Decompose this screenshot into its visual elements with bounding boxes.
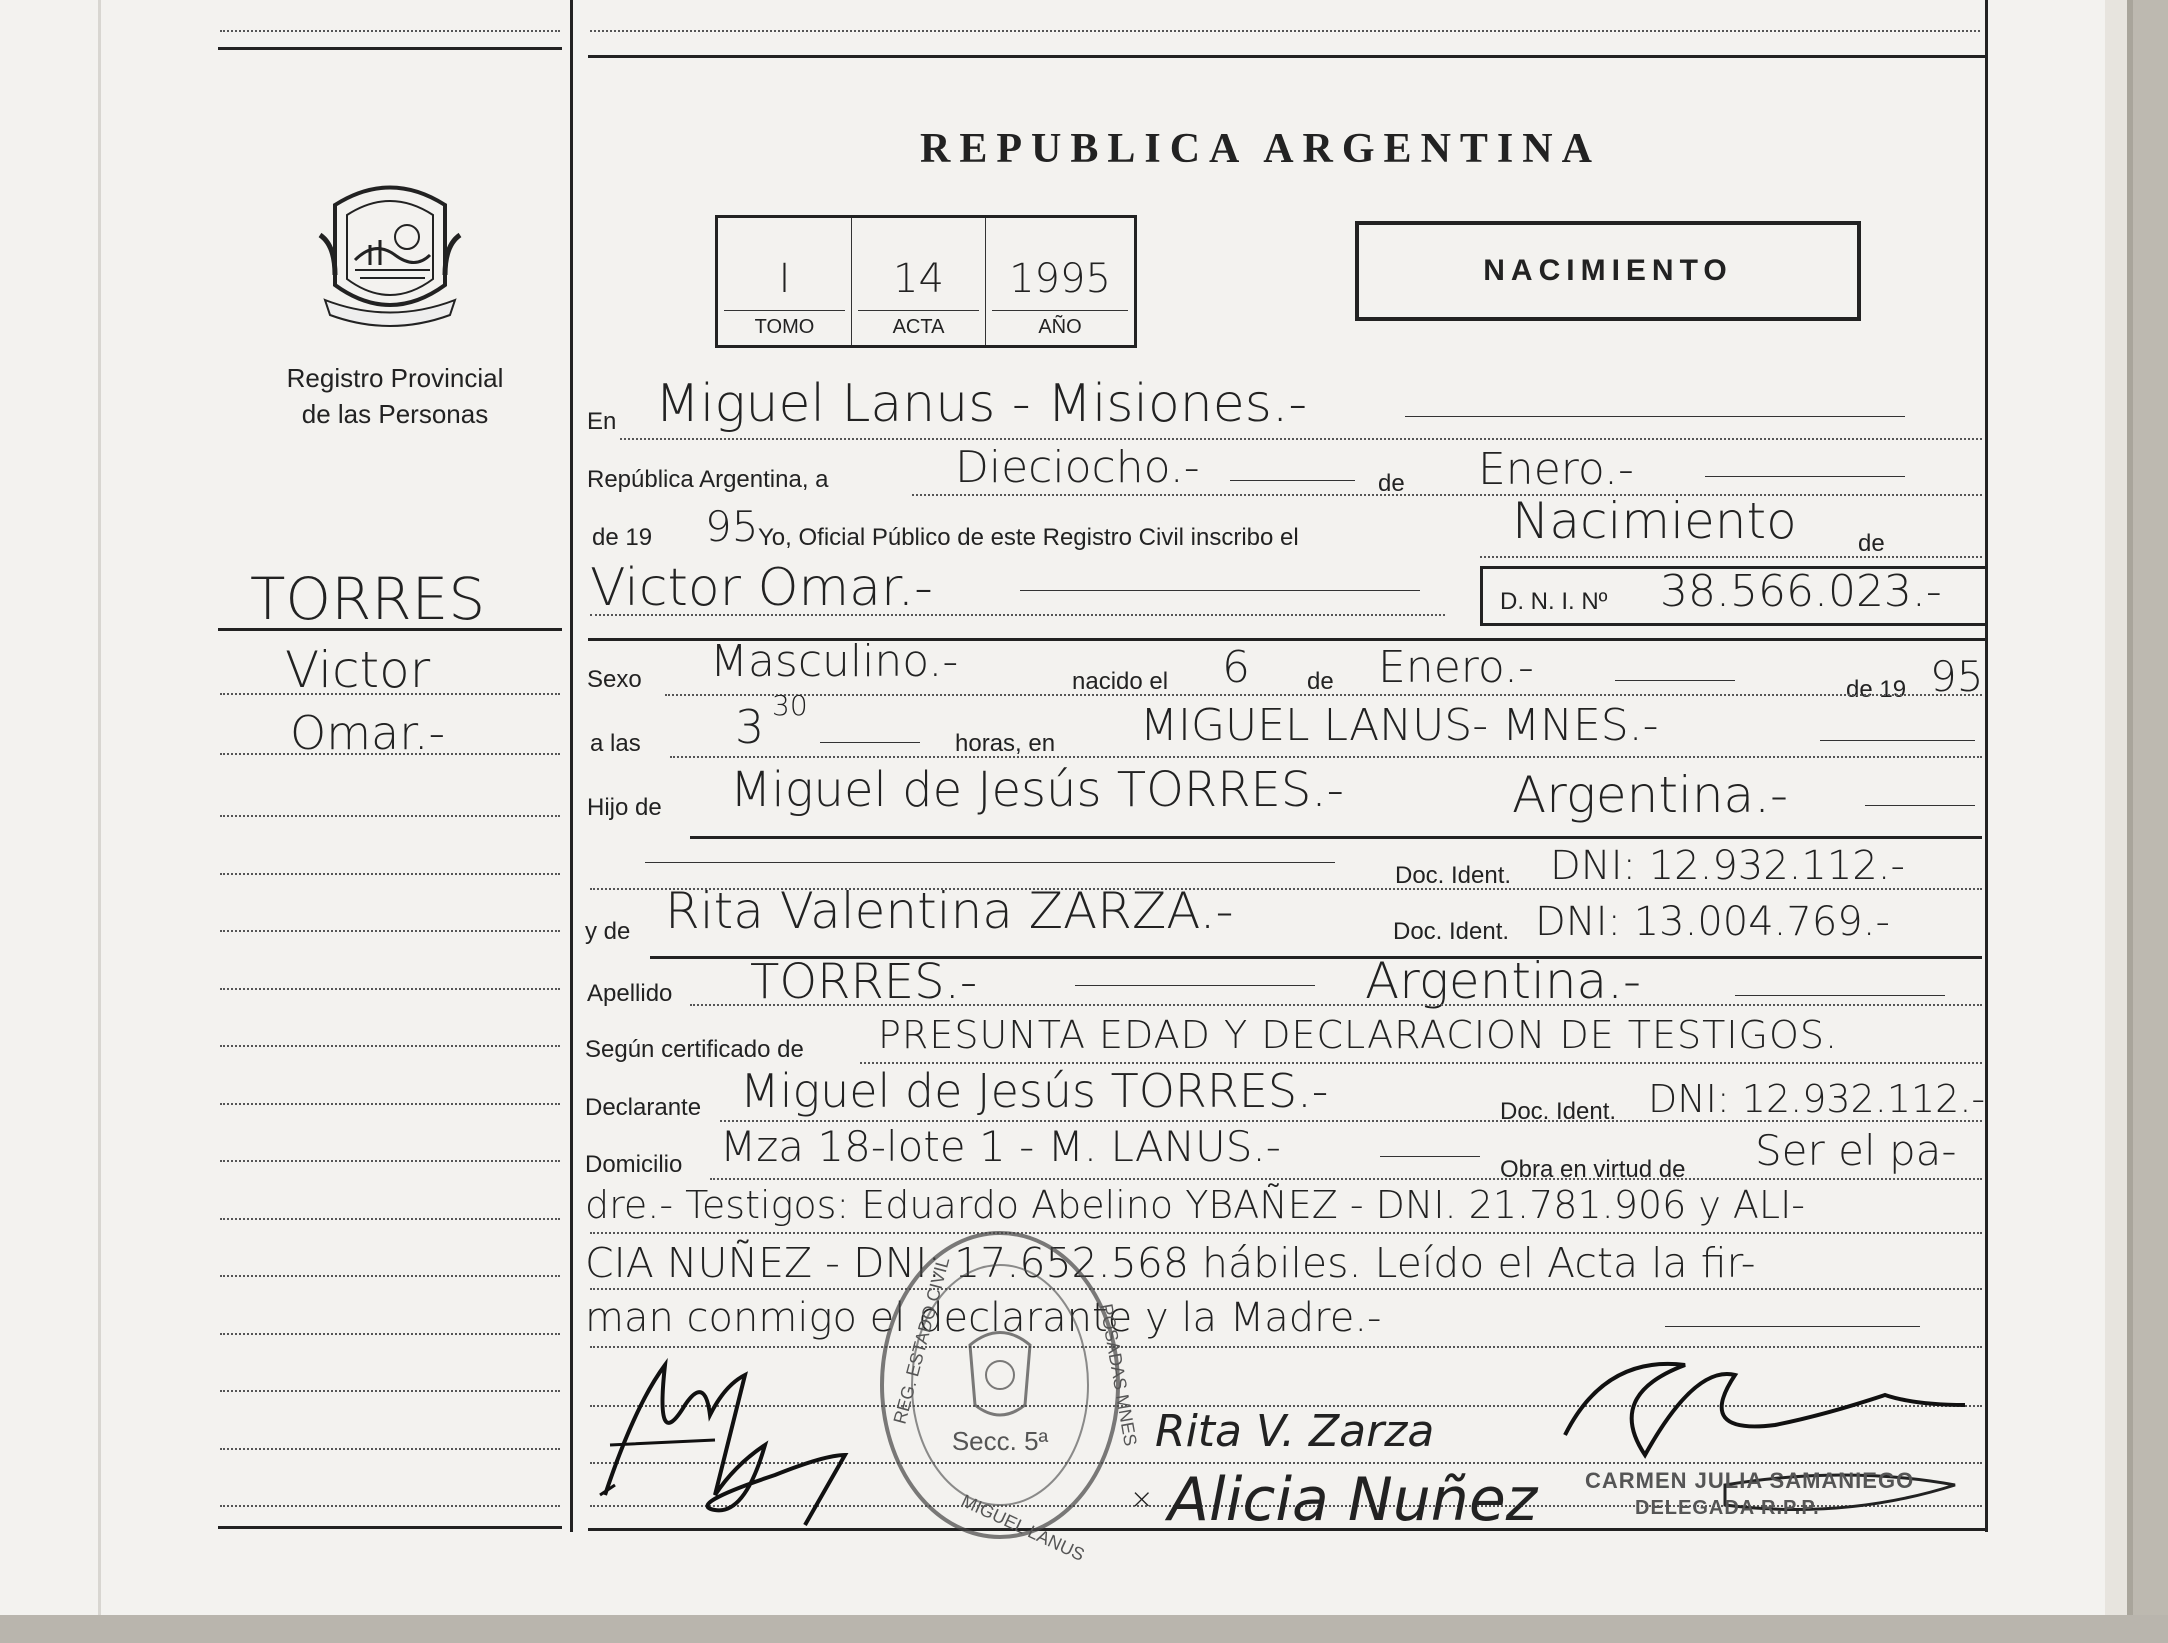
de-label: de bbox=[1378, 470, 1405, 497]
record-type-box: NACIMIENTO bbox=[1355, 221, 1861, 321]
obra-value: Ser el pa- bbox=[1755, 1126, 1957, 1175]
fill-line bbox=[1705, 476, 1905, 477]
sexo-value: Masculino.- bbox=[710, 636, 959, 687]
declarante-doc-value: DNI: 12.932.112.- bbox=[1648, 1077, 1986, 1121]
margin-line bbox=[220, 1275, 560, 1277]
margin-line bbox=[220, 1390, 560, 1392]
seal-top-text: REG. ESTADO CIVIL bbox=[889, 1255, 954, 1427]
tomo-label: TOMO bbox=[754, 316, 815, 338]
docident1-label: Doc. Ident. bbox=[1395, 862, 1512, 889]
right-border bbox=[1985, 0, 1988, 1532]
anio-label: AÑO bbox=[1038, 316, 1082, 338]
fill-line bbox=[1735, 995, 1945, 996]
seal-bottom-text: MIGUEL LANUS bbox=[958, 1490, 1088, 1565]
margin-line bbox=[220, 1103, 560, 1105]
nacido-label: nacido el bbox=[1072, 668, 1169, 695]
tomo-cell bbox=[718, 218, 852, 345]
margin-line bbox=[220, 1448, 560, 1450]
page-fold-line bbox=[98, 0, 101, 1615]
seal-right-text: POSADAS MNES bbox=[1096, 1302, 1141, 1448]
provincia-de-misiones-emblem-icon bbox=[315, 175, 465, 335]
main-top-rule bbox=[588, 55, 1985, 58]
form-line bbox=[590, 614, 1445, 616]
acta-cell bbox=[852, 218, 986, 345]
de2-label: de bbox=[1858, 530, 1885, 557]
anio-cell bbox=[986, 218, 1134, 345]
official-title-stamp: DELEGADA R.P.P. bbox=[1635, 1497, 1820, 1519]
fill-line bbox=[1020, 590, 1420, 591]
declarante-value: Miguel de Jesús TORRES.- bbox=[740, 1064, 1329, 1118]
fill-line bbox=[1405, 416, 1905, 417]
body-text-line2: CIA NUÑEZ - DNI: 17.652.568 hábiles. Leído el Acta la fir- bbox=[585, 1239, 1756, 1287]
margin-given-name-1: Victor bbox=[285, 641, 431, 699]
minutos-value: 30 bbox=[772, 689, 808, 722]
dia-value: Dieciocho.- bbox=[955, 442, 1200, 493]
form-line bbox=[620, 438, 1982, 440]
margin-line bbox=[220, 753, 560, 755]
apellido-value: TORRES.- bbox=[750, 954, 978, 1010]
form-line bbox=[590, 1288, 1982, 1290]
body-text-line1: dre.- Testigos: Eduardo Abelino YBAÑEZ - DNI. 21.781.906 y ALI- bbox=[585, 1183, 1805, 1227]
margin-line bbox=[220, 988, 560, 990]
form-line bbox=[590, 1232, 1982, 1234]
apellido-label: Apellido bbox=[587, 980, 673, 1007]
fill-line bbox=[1820, 740, 1975, 741]
margin-line bbox=[220, 1218, 560, 1220]
year-value: 95 bbox=[705, 502, 759, 551]
margin-line bbox=[220, 815, 560, 817]
form-line bbox=[665, 694, 1982, 696]
padre-doc-value: DNI: 12.932.112.- bbox=[1550, 843, 1905, 889]
fill-line bbox=[1380, 1156, 1480, 1157]
parent-rule bbox=[690, 836, 1982, 839]
inscribe-value: Nacimiento bbox=[1512, 492, 1797, 550]
margin-surname: TORRES bbox=[250, 565, 486, 633]
domicilio-value: Mza 18-lote 1 - M. LANUS.- bbox=[720, 1122, 1281, 1171]
book-binding bbox=[2105, 0, 2168, 1615]
margin-bottom-rule bbox=[218, 1526, 562, 1529]
margin-line bbox=[220, 1333, 560, 1335]
margin-line bbox=[220, 1160, 560, 1162]
yde-label: y de bbox=[585, 918, 631, 945]
dni-value: 38.566.023.- bbox=[1660, 566, 1942, 617]
registry-line2: de las Personas bbox=[301, 399, 489, 429]
form-line bbox=[912, 494, 1982, 496]
horas-label: horas, en bbox=[955, 730, 1056, 757]
testigo-signature: Alicia Nuñez bbox=[1168, 1465, 1538, 1535]
anio-value: 1995 bbox=[1009, 256, 1111, 302]
form-line bbox=[670, 756, 1982, 758]
nacido-dia-value: 6 bbox=[1222, 642, 1250, 693]
madre-doc-value: DNI: 13.004.769.- bbox=[1535, 899, 1890, 945]
republica-label: República Argentina, a bbox=[587, 466, 829, 493]
signature-x-mark: × bbox=[1130, 1482, 1154, 1515]
book-edge bbox=[0, 1615, 2168, 1643]
fill-line bbox=[1230, 480, 1355, 481]
hora-value: 3 bbox=[735, 700, 765, 754]
country-title: REPUBLICA ARGENTINA bbox=[920, 126, 1601, 172]
column-divider bbox=[570, 0, 573, 1532]
oficial-statement: Yo, Oficial Público de este Registro Civil inscribo el bbox=[758, 524, 1299, 551]
de19-label: de 19 bbox=[592, 524, 653, 551]
segun-label: Según certificado de bbox=[585, 1036, 804, 1063]
madre-value: Rita Valentina ZARZA.- bbox=[665, 882, 1234, 940]
obra-label: Obra en virtud de bbox=[1500, 1156, 1686, 1183]
padre-value: Miguel de Jesús TORRES.- bbox=[730, 762, 1344, 818]
official-name-stamp: CARMEN JULIA SAMANIEGO bbox=[1585, 1468, 1915, 1493]
fill-line bbox=[1665, 1326, 1920, 1327]
sexo-label: Sexo bbox=[587, 666, 642, 693]
declarante-signature bbox=[595, 1345, 885, 1535]
segun-value: PRESUNTA EDAD Y DECLARACION DE TESTIGOS. bbox=[878, 1013, 1839, 1057]
docident3-label: Doc. Ident. bbox=[1500, 1098, 1617, 1125]
registry-name bbox=[255, 360, 535, 432]
margin-line bbox=[220, 873, 560, 875]
child-name-value: Victor Omar.- bbox=[590, 558, 933, 618]
mes-value: Enero.- bbox=[1478, 444, 1634, 495]
hijo-label: Hijo de bbox=[587, 794, 662, 821]
volume-box bbox=[715, 215, 1137, 348]
padre-nacionalidad: Argentina.- bbox=[1512, 766, 1789, 824]
en-label: En bbox=[587, 408, 617, 435]
fill-line bbox=[1615, 680, 1735, 681]
fill-line bbox=[1075, 985, 1315, 986]
tomo-value: I bbox=[778, 256, 791, 302]
acta-value: 14 bbox=[893, 256, 944, 302]
margin-line bbox=[220, 1505, 560, 1507]
top-dotted-line bbox=[590, 30, 1980, 32]
margin-given-name-2: Omar.- bbox=[290, 706, 446, 760]
fill-line bbox=[1865, 805, 1975, 806]
body-text-line3: man conmigo el declarante y la Madre.- bbox=[585, 1295, 1382, 1341]
margin-top-rule bbox=[218, 47, 562, 50]
margin-line bbox=[220, 693, 560, 695]
form-line bbox=[1480, 556, 1982, 558]
nacido-mes-value: Enero.- bbox=[1378, 642, 1534, 693]
de19-label-2: de 19 bbox=[1846, 676, 1907, 703]
en-value: Miguel Lanus - Misiones.- bbox=[655, 374, 1308, 434]
nacido-anio-value: 95 bbox=[1930, 652, 1984, 701]
seal-section-text: Secc. 5ª bbox=[951, 1426, 1049, 1456]
apellido-nacionalidad: Argentina.- bbox=[1365, 952, 1642, 1010]
alas-label: a las bbox=[590, 730, 641, 757]
registry-round-seal-icon bbox=[875, 1225, 1141, 1565]
acta-label: ACTA bbox=[892, 316, 945, 338]
dni-label: D. N. I. Nº bbox=[1500, 588, 1608, 615]
margin-surname-rule bbox=[218, 628, 562, 631]
margin-line bbox=[220, 930, 560, 932]
declarante-label: Declarante bbox=[585, 1094, 702, 1121]
de3-label: de bbox=[1307, 668, 1334, 695]
lugar-value: MIGUEL LANUS- MNES.- bbox=[1140, 700, 1659, 751]
fill-line bbox=[820, 742, 920, 743]
madre-signature: Rita V. Zarza bbox=[1155, 1406, 1435, 1457]
margin-dotted-line bbox=[220, 30, 560, 32]
margin-line bbox=[220, 1045, 560, 1047]
docident2-label: Doc. Ident. bbox=[1393, 918, 1510, 945]
form-line bbox=[710, 1178, 1982, 1180]
registry-line1: Registro Provincial bbox=[286, 363, 504, 393]
fill-line bbox=[645, 862, 1335, 863]
domicilio-label: Domicilio bbox=[585, 1151, 683, 1178]
form-line bbox=[690, 1004, 1982, 1006]
